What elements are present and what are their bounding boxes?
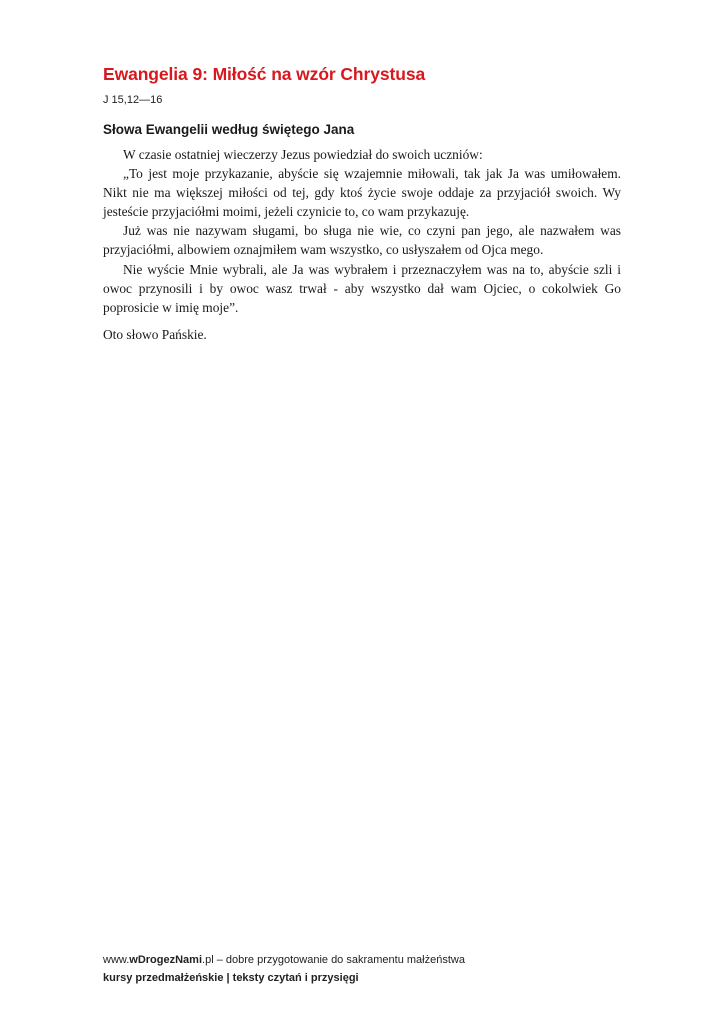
footer-readings: teksty czytań i przysięgi: [232, 972, 359, 984]
closing-acclamation: Oto słowo Pańskie.: [103, 326, 207, 342]
site-suffix: .pl: [202, 954, 214, 966]
paragraph-chosen: Nie wyście Mnie wybrali, ale Ja was wybrałem i przeznaczyłem was na to, abyście szli i owoc przynosili i by owoc wasz trwał - aby wszystko dał wam Ojciec, o cokolwiek Go poprosicie w imię moje”.: [103, 261, 621, 315]
paragraph-intro: W czasie ostatniej wieczerzy Jezus powiedział do swoich uczniów:: [123, 147, 483, 162]
page-title: Ewangelia 9: Miłość na wzór Chrystusa: [103, 64, 426, 84]
paragraph-commandment: „To jest moje przykazanie, abyście się wzajemnie miłowali, tak jak Ja was umiłowałem. Nikt nie ma większej miłości od tej, gdy ktoś życie swoje oddaje za przyjaciół swoich. Wy jesteście przyjaciółmi moimi, jeżeli czynicie to, co wam przykazuję.: [103, 166, 621, 220]
footer-courses: kursy przedmałżeńskie: [103, 972, 224, 984]
footer-separator: |: [223, 972, 233, 984]
scripture-reference: J 15,12—16: [103, 94, 163, 106]
site-prefix: www.: [103, 954, 130, 966]
section-heading: Słowa Ewangelii według świętego Jana: [103, 122, 355, 137]
gospel-text: [103, 145, 621, 344]
footer-tagline: – dobre przygotowanie do sakramentu małżeństwa: [213, 954, 465, 966]
site-name: wDrogezNami: [129, 954, 203, 966]
footer-line-2: [103, 969, 465, 987]
footer-line-1: [103, 951, 465, 969]
paragraph-friends: Już was nie nazywam sługami, bo sługa nie wie, co czyni pan jego, ale nazwałem was przyjaciółmi, albowiem oznajmiłem wam wszystko, co usłyszałem od Ojca mego.: [103, 223, 621, 258]
footer: [103, 951, 465, 987]
